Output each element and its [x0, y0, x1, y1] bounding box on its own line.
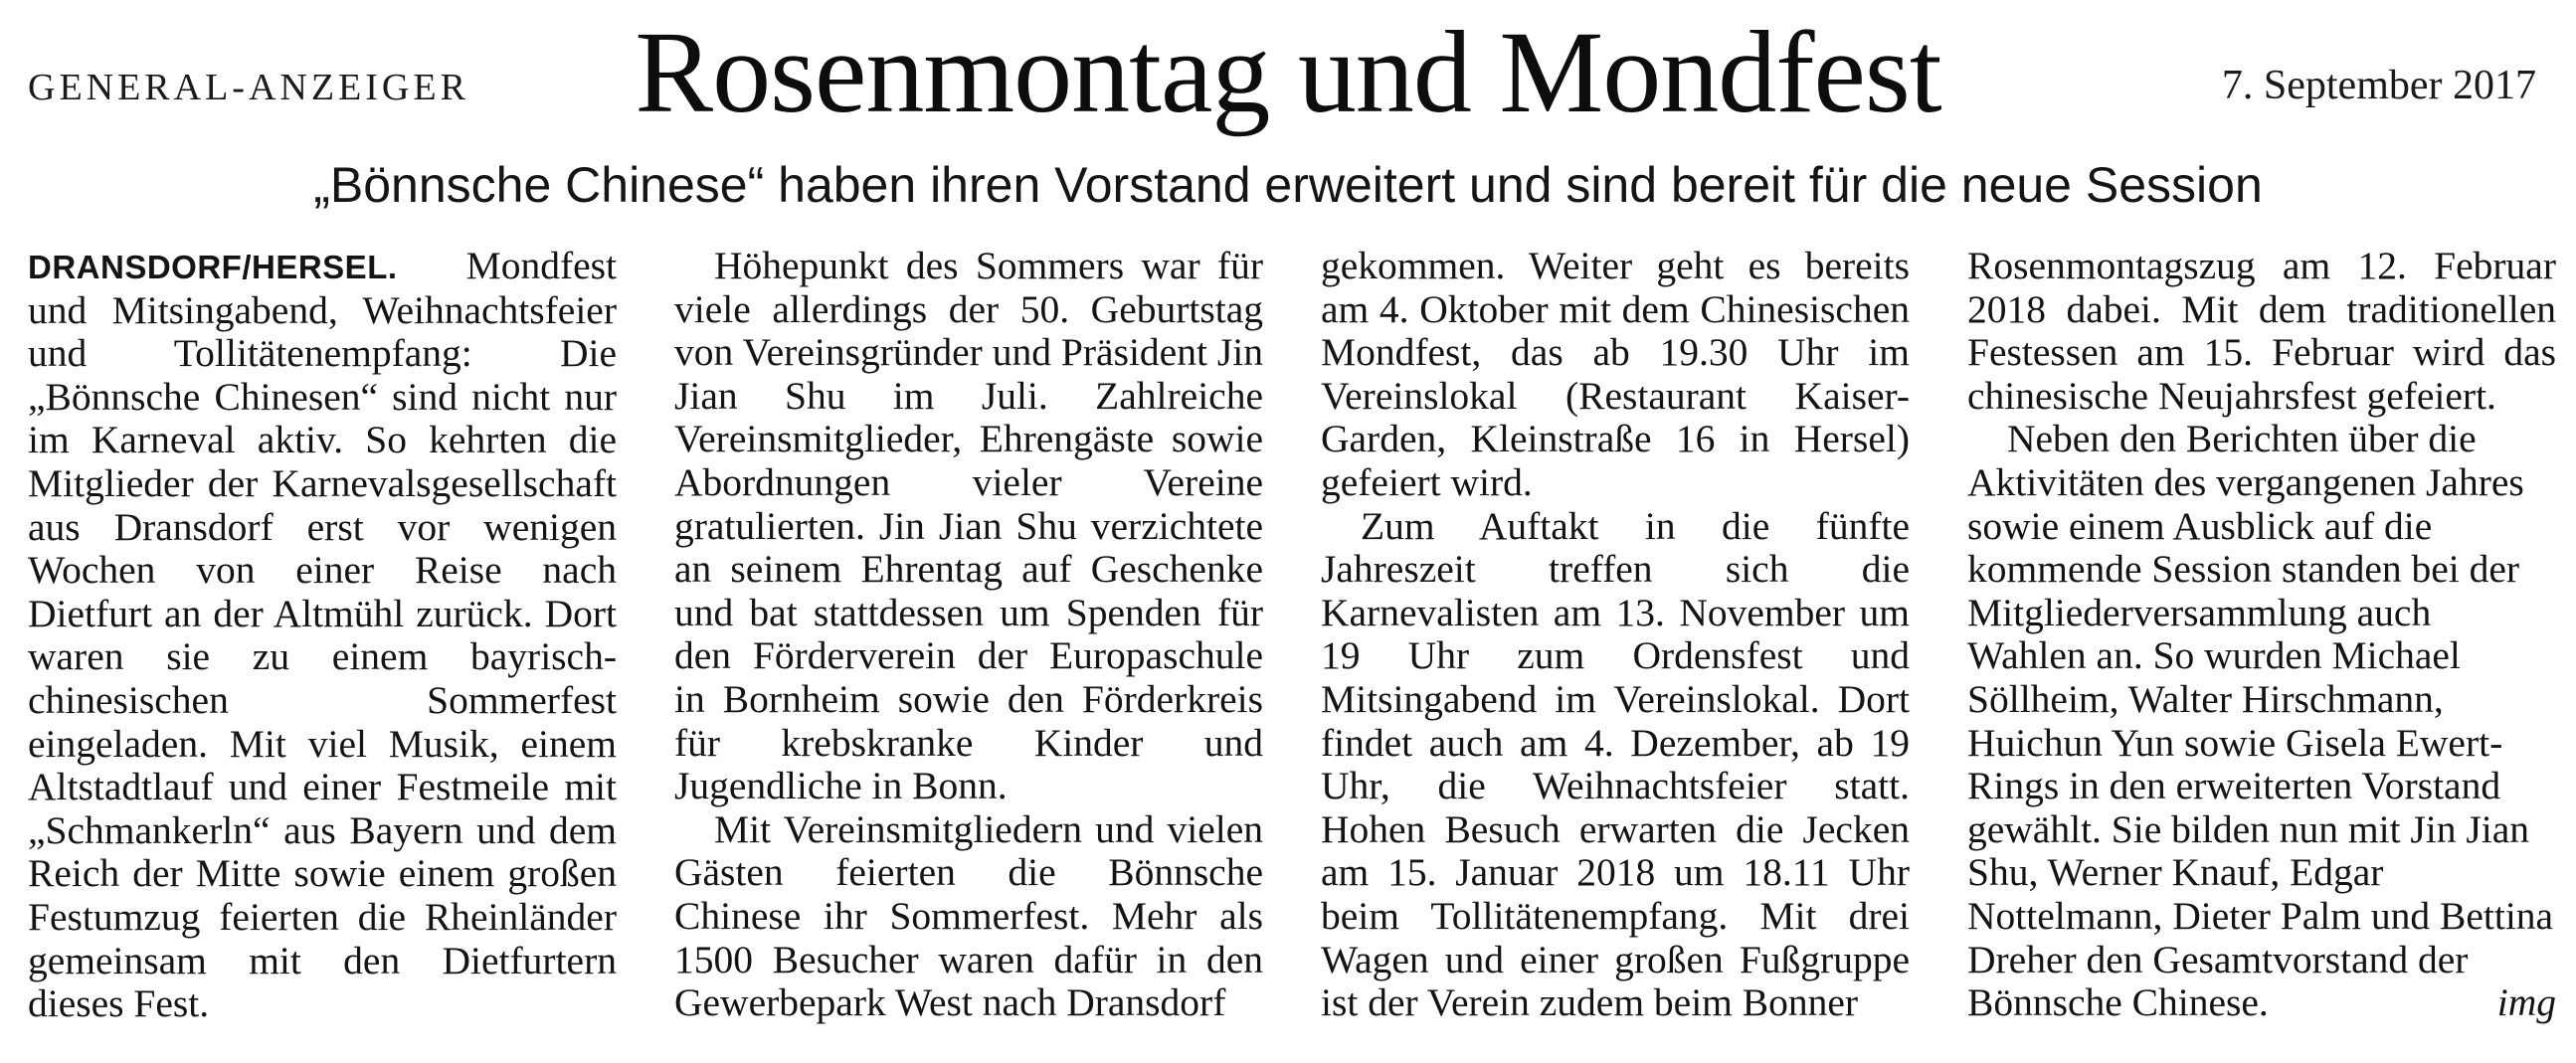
- paragraph-1: [28, 245, 617, 1026]
- paragraph-4: Zum Auftakt in die fünfte Jahreszeit treffen sich die Karnevalisten am 13. November um 19 Uhr zum Ordensfest und Mitsingabend im Vereinslokal. Dort findet auch am 4. Dezember, ab 19 Uhr, die Weihnachtsfeier statt. Hohen Besuch erwarten die Jecken am 15. Januar 2018 um 18.11 Uhr beim Tollitätenempfang. Mit drei Wagen und einer großen Fußgruppe ist der Verein zudem beim Bonner: [1321, 503, 1910, 1025]
- subheadline: „Bönnsche Chinese“ haben ihren Vorstand erweitert und sind bereit für die neue Session: [313, 157, 2263, 213]
- headline: Rosenmontag und Mondfest: [635, 7, 1941, 137]
- dateline: DRANSDORF/HERSEL.: [28, 249, 398, 285]
- column-2: [674, 245, 1263, 1050]
- paragraph-3: Mit Vereinsmitgliedern und vielen Gästen feierten die Bönnsche Chinese ihr Sommerfest. Mehr als 1500 Besucher waren dafür in den Gewerbepark West nach Dransdorf: [674, 806, 1263, 1025]
- author-initials: img: [2496, 980, 2556, 1025]
- column-1: [28, 245, 617, 1050]
- column-3: [1321, 245, 1910, 1050]
- paragraph-4-continued: Rosenmontagszug am 12. Februar 2018 dabei. Mit dem traditionellen Festessen am 15. Februar wird das chinesische Neujahrsfest gefeiert.: [1967, 245, 2556, 418]
- paragraph-1-text: Mondfest und Mitsingabend, Weihnachtsfeier und Tollitätenempfang: Die „Bönnsche Chinesen“ sind nicht nur im Karneval aktiv. So kehrten die Mitglieder der Karnevalsgesellschaft aus Dransdorf erst vor wenigen Wochen von einer Reise nach Dietfurt an der Altmühl zurück. Dort waren sie zu einem bayrisch-chinesischen Sommerfest eingeladen. Mit viel Musik, einem Altstadtlauf und einer Festmeile mit „Schmankerln“ aus Bayern und dem Reich der Mitte sowie einem großen Festumzug feierten die Rheinländer gemeinsam mit den Dietfurtern dieses Fest.: [28, 245, 617, 1026]
- paragraph-2: Höhepunkt des Sommers war für viele allerdings der 50. Geburtstag von Vereinsgründer und Präsident Jin Jian Shu im Juli. Zahlreiche Vereinsmitglieder, Ehrengäste sowie Abordnungen vieler Vereine gratulierten. Jin Jian Shu verzichtete an seinem Ehrentag auf Geschenke und bat stattdessen um Spenden für den Förderverein der Europaschule in Bornheim sowie den Förderkreis für krebskranke Kinder und Jugendliche in Bonn.: [674, 245, 1263, 808]
- paragraph-3-continued: gekommen. Weiter geht es bereits am 4. Oktober mit dem Chinesischen Mondfest, das ab 19.30 Uhr im Vereinslokal (Restaurant Kaiser-Garden, Kleinstraße 16 in Hersel) gefeiert wird.: [1321, 245, 1910, 504]
- article-body: [28, 245, 2554, 1050]
- publication-date: 7. September 2017: [2221, 63, 2536, 108]
- column-4: [1967, 245, 2556, 1050]
- newspaper-name: GENERAL-ANZEIGER: [28, 67, 469, 108]
- paragraph-5: Neben den Berichten über die Aktivitäten des vergangenen Jahres sowie einem Ausblick auf die kommende Session standen bei der Mitgliederversammlung auch Wahlen an. So wurden Michael Söllheim, Walter Hirschmann, Huichun Yun sowie Gisela Ewert-Rings in den erweiterten Vorstand gewählt. Sie bilden nun mit Jin Jian Shu, Werner Knauf, Edgar Nottelmann, Dieter Palm und Bettina Dreher den Gesamtvorstand der Bönnsche Chinese. img: [1967, 417, 2556, 1025]
- article-header: [0, 0, 2576, 149]
